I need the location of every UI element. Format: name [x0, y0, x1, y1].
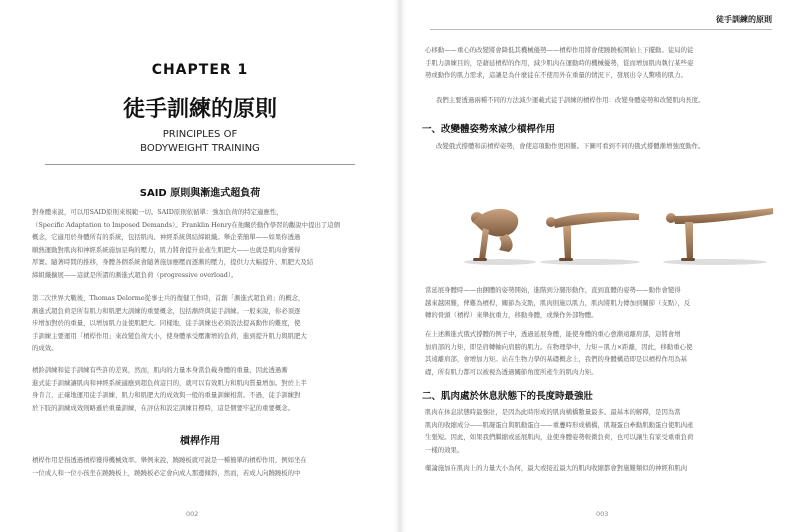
text-line: 藥論施加在肌肉上的力量大小為何，最大或接近最大的肌肉收縮都會對施難類似的神經和肌肉 — [425, 464, 688, 472]
paragraph — [32, 364, 372, 414]
text-line: 締組織擴展——這就是所謂的漸進式超負荷（progressive overload）。 — [32, 270, 238, 279]
text-line: 越來越困難，俾難為槓桿，關節為支點，肌肉則施以肌力，肌肉將肌力傳加到關節（支點），反 — [425, 298, 691, 307]
paragraph — [425, 284, 770, 322]
text-line: 礎，所有肌力都可以被視為透過關節角度所產生的肌肉力矩。 — [425, 367, 598, 376]
straddle-planche-figure — [546, 212, 639, 261]
shadow — [663, 259, 767, 265]
text-line: 於下肢的訓練成效則略遜於重量訓練，在評估和設定訓練目標時，這是個要牢記的重要概念。 — [32, 403, 295, 412]
section-heading-muscle-length: 二、肌肉處於休息狀態下的長度時最強壯 — [422, 391, 594, 402]
paragraph — [436, 140, 770, 153]
text-line: 第二次世界大戰後，Thomas Delorme從事士兵的復健工作時，首創「漸進式超負荷」的概念， — [32, 294, 305, 302]
tuck-planche-figure — [471, 209, 518, 261]
chapter-label: CHAPTER 1 — [151, 62, 249, 78]
text-line: 在上述漸進式俄式撐體的例子中，透過延展身體，能使身體的重心愈漸遠離肩部，這將會增 — [425, 330, 681, 338]
chapter-subtitle-line: PRINCIPLES OF — [162, 129, 238, 140]
text-line: 改變俄式撐體和前槓桿姿勢，會使這項動作更困難。下圖可看到不同的俄式撐體漸增強度動作。 — [436, 142, 705, 150]
text-line: 槓鈴訓練和徒手訓練有些許的差異，然而，肌肉的力量本身當負載身體的重量，因此透過漸 — [32, 366, 288, 374]
text-line: 我們主要透過兩種不同的方法減少運載式徒手訓練的槓桿作用：改變身體姿勢和改變肌肉長度。 — [436, 96, 705, 104]
chapter-title: 徒手訓練的原則 — [122, 97, 277, 122]
text-line: 的成效。 — [32, 344, 58, 353]
page-number: 002 — [186, 510, 199, 518]
text-line: 順熱運動對肌肉和神經系統施加足夠的壓力，肌力將會提升並產生肌肥大——也就是肌肉會獲得 — [32, 245, 301, 254]
text-line: 生張短。因此，如果我們繼縮或延展肌肉，並使身體姿勢較微負荷，也可以讓生有家受重重負荷 — [425, 433, 694, 442]
text-line: 一樣的效果。 — [425, 445, 464, 454]
text-line: 心移動——重心的改變將會降低其機械優勢——槓桿作用將會使蹺蹺板開始上下擺動。徒局的徒 — [425, 46, 694, 54]
text-line: 進式徒手訓練讓肌肉和神經系統適應到超負荷這目的，就可以有效肌力和肌肉質量增加。對於上半 — [32, 378, 307, 387]
chapter-subtitle — [0, 128, 400, 156]
text-line: 漸進式超負荷是所有肌力和肌肥大訓練的重要概念，包括漸終與徒手訓練。一般來說，你必須逐 — [32, 306, 301, 315]
shadow — [540, 259, 640, 265]
section-heading-said: SAID 原則與漸進式超負荷 — [139, 188, 261, 199]
text-line: 一位成人和一位小孩坐在蹺蹺板上，蹺蹺板必定會向成人那邊傾斜，然而，若成人向蹺蹺板的中 — [32, 468, 301, 477]
section-heading-posture: 一、改變體姿勢來減少槓桿作用 — [422, 124, 556, 135]
paragraph — [32, 454, 372, 479]
text-line: 當延展身體時——由捆體的姿勢開始，進階到分腿形動作，直到直體的姿勢——動作會變得 — [425, 286, 681, 294]
text-line: 手肌力訓練目的，是藉延槓桿的作用，減少肌肉在運動時的機械優勢，從而增加肌肉執行某些姿 — [425, 58, 694, 67]
text-line: 步增加對於的重量，以增加肌力並使肌肥大。同樣地，徒手訓練也必須設法提高動作的難度，使 — [32, 319, 301, 328]
paragraph — [425, 462, 770, 475]
text-line: 轉的骨頭（槓桿）來舉抗重力，移動身體，或操作外部物體。 — [425, 311, 598, 320]
text-line: 肌肉的收縮成分——肌凝蛋白與肌動蛋白——重疊時形成橫橋，肌凝蛋白牽動肌動蛋白使肌肉產 — [425, 420, 694, 429]
paragraph — [425, 328, 770, 378]
text-line: 其遠離肩部，會增加力矩。站在生物力學的基礎概念上，我們的身體構造即是以槓桿作用為基 — [425, 355, 688, 364]
chapter-divider — [45, 164, 355, 165]
text-line: 肌肉在休息狀態時最強壯，是因為此時形成的肌肉橫橋數量最多。最基本的解釋，是因為當 — [425, 408, 681, 416]
text-line: 手訓練主要運用「槓桿作用」來改變負荷大小，使身體承受壓漸增的負荷，進到提升肌力與肌肥大 — [32, 331, 307, 340]
paragraph — [425, 44, 770, 82]
chapter-subtitle-line: BODYWEIGHT TRAINING — [140, 143, 260, 154]
paragraph — [436, 94, 770, 107]
text-line: 槓桿作用是指透過槓桿獲得機械效率。舉例來說，蹺蹺板就可說是一種簡單的槓桿作用，例如坐在 — [32, 456, 307, 464]
text-line: 身肯言，正確地運用徒手訓練，肌力和肌肥大的成效與一般的重量訓練相當。不過，徒手訓練對 — [32, 391, 301, 400]
book-gutter — [394, 0, 406, 532]
header-rule — [430, 29, 772, 30]
planche-progression-figure — [455, 178, 775, 270]
text-line: 厚實。隨著時間的推移，身體各個系統會隨著施加應壓而逐漸的壓力，提供力大幅提升、肌肥大及結 — [32, 258, 314, 267]
running-header: 徒手訓練的原則 — [716, 15, 772, 24]
text-line: 加肩部的力矩，即是肩轉軸向肩膀的肌力。在物理學中，力矩＝肌力×距離，因此，移動重心使 — [425, 342, 693, 351]
section-heading-leverage: 槓桿作用 — [180, 436, 220, 447]
text-line: 勢或動作的肌力需求，這讓是為什麼徒在不使用外在重量的情況下，發展出令人驚嘆的肌力。 — [425, 71, 688, 80]
full-planche-figure — [666, 208, 773, 261]
text-line: （Specific Adaptation to Imposed Demands）。Franklin Henry在他關於動作學習的觀說中提出了這個 — [32, 220, 341, 229]
paragraph — [32, 292, 372, 355]
paragraph — [32, 206, 372, 282]
text-line: 對身體來說，可以用SAID原則來規範一切。SAID原則依循單：強加負荷的特定適應性， — [32, 208, 283, 216]
page-number: 003 — [596, 510, 609, 518]
text-line: 概念，它適用於身體所有的系統，包括肌肉、神經系統與結締組織。舉企業簡單——如果你透過 — [32, 233, 301, 242]
paragraph — [425, 406, 770, 456]
